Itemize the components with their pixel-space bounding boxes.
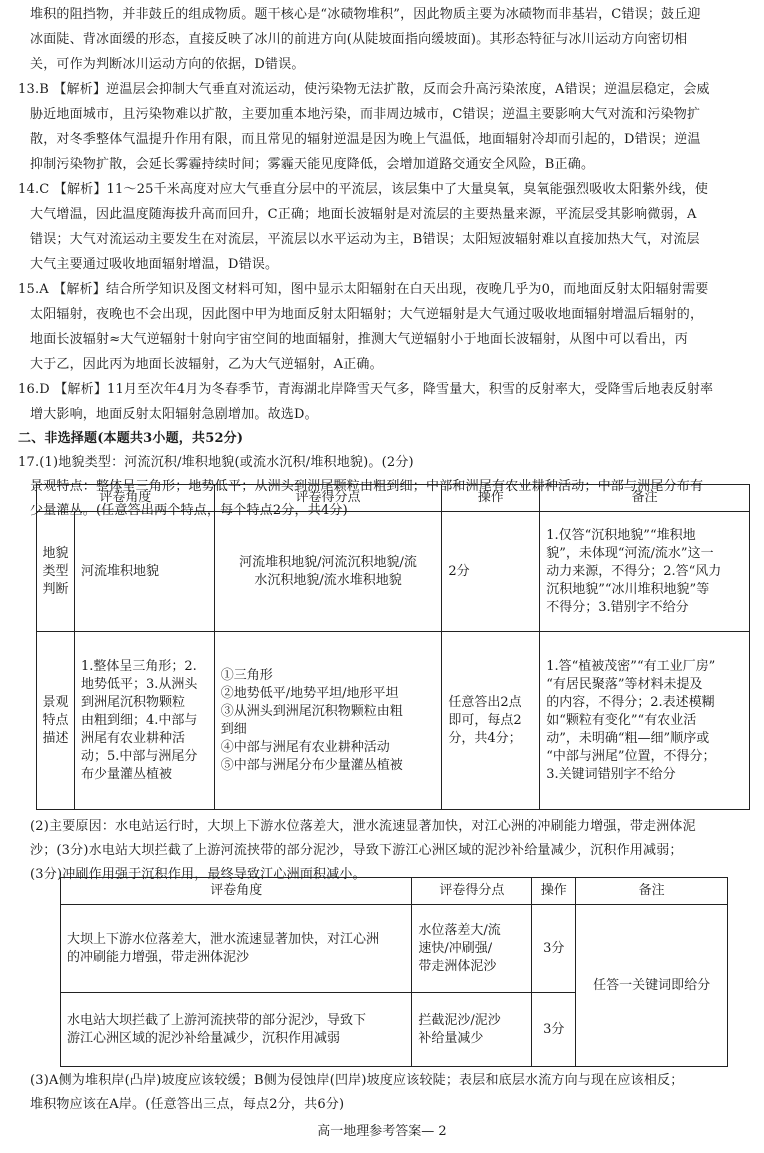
row-angle: 水电站大坝拦截了上游河流挟带的部分泥沙，导致下 游江心洲区域的泥沙补给量减少，沉积作用减弱	[61, 993, 412, 1067]
text-line: 景观特点：整体呈三角形；地势低平；从洲头到洲尾颗粒由粗到细；中部和洲尾有农业耕种活动；中部与洲尾分布有	[30, 479, 704, 494]
text-line: 堆积的阻挡物，并非鼓丘的组成物质。题干核心是“冰碛物堆积”，因此物质主要为冰碛物而非基岩，C错误；鼓丘迎	[30, 7, 701, 22]
text-line: 抑制污染物扩散，会延长雾霾持续时间；雾霾天能见度降低，会增加道路交通安全风险，B正确。	[30, 157, 595, 172]
table-header-row	[37, 485, 750, 512]
table-header: 评卷角度	[61, 878, 412, 905]
row-category: 地貌 类型 判断	[37, 512, 75, 632]
row-angle: 1.整体呈三角形；2. 地势低平；3.从洲头 到洲尾沉积物颗粒 由粗到细；4.中部与 洲尾有农业耕种活 动；5.中部与洲尾分 布少量灌丛植被	[74, 632, 214, 810]
row-points: ①三角形 ②地势低平/地势平坦/地形平坦 ③从洲头到洲尾沉积物颗粒由粗 到细 ④中部与洲尾有农业耕种活动 ⑤中部与洲尾分布少量灌丛植被	[214, 632, 442, 810]
scoring-table-2	[60, 877, 728, 1067]
text-line: 堆积物应该在A岸。(任意答出三点，每点2分，共6分)	[30, 1097, 345, 1112]
answer-14-line: 14.C 【解析】11～25千米高度对应大气垂直分层中的平流层，该层集中了大量臭氧，臭氧能强烈吸收太阳紫外线，使	[18, 182, 709, 197]
answer-13-line: 13.B 【解析】逆温层会抑制大气垂直对流运动，使污染物无法扩散，反而会升高污染浓度，A错误；逆温层稳定，会威	[18, 82, 710, 97]
row-points: 水位落差大/流 速快/冲刷强/ 带走洲体泥沙	[412, 905, 532, 993]
row-note: 1.仅答“沉积地貌”“堆积地 貌”，未体现“河流/流水”这一 动力来源，不得分；2.答“风力 沉积地貌”“冰川堆积地貌”等 不得分；3.错别字不给分	[540, 512, 750, 632]
text-line: 地面长波辐射≈大气逆辐射十射向宇宙空间的地面辐射，推测大气逆辐射小于地面长波辐射，从图中可以看出，丙	[30, 332, 688, 347]
row-note: 1.答“植被茂密”“有工业厂房” “有居民聚落”等材料未提及 的内容，不得分；2.表述模糊 如“颗粒有变化”“有农业活 动”，未明确“粗—细”顺序或 “中部与洲尾”位置，不得分； 3.关键词错别字不给分	[540, 632, 750, 810]
page-footer: 高一地理参考答案— 2	[317, 1124, 447, 1139]
text-line: 大气增温，因此温度随海拔升高而回升，C正确；地面长波辐射是对流层的主要热量来源，平流层受其影响微弱，A	[30, 207, 697, 222]
text-line: 冰面陡、背冰面缓的形态，直接反映了冰川的前进方向(从陡坡面指向缓坡面)。其形态特征与冰川运动方向密切相	[30, 32, 688, 47]
row-note: 任答一关键词即给分	[576, 905, 728, 1067]
row-angle: 大坝上下游水位落差大，泄水流速显著加快，对江心洲 的冲刷能力增强，带走洲体泥沙	[61, 905, 412, 993]
table-header: 操作	[532, 878, 576, 905]
text-line: 大气主要通过吸收地面辐射增温，D错误。	[30, 257, 279, 272]
text-line: 胁近地面城市，且污染物难以扩散，主要加重本地污染，而非周边城市，C错误；逆温主要影响大气对流和污染物扩	[30, 107, 701, 122]
table-row	[61, 905, 728, 993]
row-operation: 2分	[442, 512, 540, 632]
answer-15-line: 15.A 【解析】结合所学知识及图文材料可知，图中显示太阳辐射在白天出现，夜晚几乎为0，而地面反射太阳辐射需要	[18, 282, 709, 297]
row-angle: 河流堆积地貌	[74, 512, 214, 632]
row-category: 景观 特点 描述	[37, 632, 75, 810]
row-operation: 3分	[532, 905, 576, 993]
row-points: 河流堆积地貌/河流沉积地貌/流 水沉积地貌/流水堆积地貌	[214, 512, 442, 632]
text-line: 增大影响，地面反射太阳辐射急剧增加。故选D。	[30, 407, 318, 422]
text-line: 少量灌丛。(任意答出两个特点，每个特点2分，共4分)	[30, 503, 348, 518]
text-line: 散，对冬季整体气温提升作用有限，而且常见的辐射逆温是因为晚上气温低，地面辐射冷却而引起的，D错误；逆温	[30, 132, 701, 147]
row-operation: 任意答出2点 即可，每点2 分，共4分；	[442, 632, 540, 810]
table-header-row	[61, 878, 728, 905]
text-line: (3)A侧为堆积岸(凸岸)坡度应该较缓；B侧为侵蚀岸(凹岸)坡度应该较陡；表层和底层水流方向与现在应该相反；	[30, 1073, 684, 1088]
table-header: 操作	[442, 485, 540, 512]
section-heading: 二、非选择题(本题共3小题，共52分)	[18, 431, 244, 446]
table-header: 评卷角度	[37, 485, 215, 512]
text-line: 关，可作为判断冰川运动方向的依据，D错误。	[30, 57, 305, 72]
table-header: 评卷得分点	[412, 878, 532, 905]
table-row	[37, 512, 750, 632]
text-line: 大于乙，因此丙为地面长波辐射，乙为大气逆辐射，A正确。	[30, 357, 383, 372]
table-row	[37, 632, 750, 810]
scoring-table-1	[36, 484, 750, 810]
table-header: 备注	[540, 485, 750, 512]
text-line: 错误；大气对流运动主要发生在对流层，平流层以水平运动为主，B错误；太阳短波辐射难以直接加热大气，对流层	[30, 232, 700, 247]
row-operation: 3分	[532, 993, 576, 1067]
table-header: 评卷得分点	[214, 485, 442, 512]
table-header: 备注	[576, 878, 728, 905]
answer-17-line: 17.(1)地貌类型：河流沉积/堆积地貌(或流水沉积/堆积地貌)。(2分)	[18, 455, 414, 470]
text-line: 太阳辐射，夜晚也不会出现，因此图中甲为地面反射太阳辐射；大气逆辐射是大气通过吸收地面辐射增温后辐射的，	[30, 307, 704, 322]
text-line: 沙；(3分)水电站大坝拦截了上游河流挟带的部分泥沙，导致下游江心洲区域的泥沙补给量减少，沉积作用减弱；	[30, 843, 683, 858]
text-line: (3分)冲刷作用强于沉积作用，最终导致江心洲面积减小。	[30, 867, 366, 882]
answer-16-line: 16.D 【解析】11月至次年4月为冬春季节，青海湖北岸降雪天气多，降雪量大，积雪的反射率大，受降雪后地表反射率	[18, 382, 714, 397]
row-points: 拦截泥沙/泥沙 补给量减少	[412, 993, 532, 1067]
text-line: (2)主要原因：水电站运行时，大坝上下游水位落差大，泄水流速显著加快，对江心洲的冲刷能力增强，带走洲体泥	[30, 819, 696, 834]
